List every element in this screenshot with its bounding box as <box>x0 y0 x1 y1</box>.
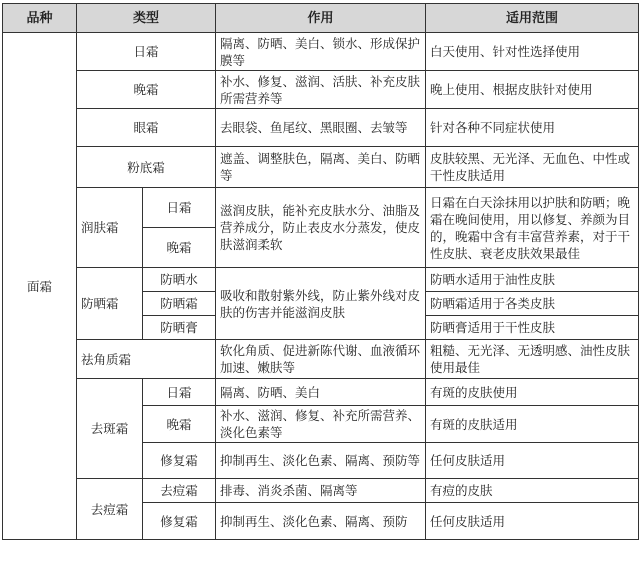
effect-cell: 排毒、消炎杀菌、隔离等 <box>216 479 426 503</box>
effect-cell: 遮盖、调整肤色，隔离、美白、防晒等 <box>216 147 426 188</box>
subtype-cell: 防晒霜 <box>143 292 216 316</box>
subtype-cell: 修复霜 <box>143 443 216 479</box>
table-row <box>3 71 639 109</box>
effect-cell: 去眼袋、鱼尾纹、黑眼圈、去皱等 <box>216 109 426 147</box>
table-wrapper <box>2 3 638 540</box>
table-row <box>3 268 639 292</box>
effect-cell-fangshai: 吸收和散射紫外线，防止紫外线对皮肤的伤害并能滋润皮肤 <box>216 268 426 340</box>
scope-cell: 有斑的皮肤适用 <box>426 406 639 443</box>
subtype-cell: 防晒水 <box>143 268 216 292</box>
subtype-cell: 日霜 <box>143 188 216 228</box>
table-row <box>3 147 639 188</box>
header-type: 类型 <box>77 4 216 33</box>
subtype-cell: 晚霜 <box>143 228 216 268</box>
header-row <box>3 4 639 33</box>
group-cell-quban: 去斑霜 <box>77 379 143 479</box>
scope-cell: 皮肤较黑、无光泽、无血色、中性或干性皮肤适用 <box>426 147 639 188</box>
effect-cell: 隔离、防晒、美白 <box>216 379 426 406</box>
type-cell: 祛角质霜 <box>77 340 216 379</box>
scope-cell: 有痘的皮肤 <box>426 479 639 503</box>
scope-cell: 有斑的皮肤使用 <box>426 379 639 406</box>
scope-cell: 防晒霜适用于各类皮肤 <box>426 292 639 316</box>
subtype-cell: 去痘霜 <box>143 479 216 503</box>
effect-cell: 隔离、防晒、美白、锁水、形成保护膜等 <box>216 33 426 71</box>
type-cell: 日霜 <box>77 33 216 71</box>
header-variety: 品种 <box>3 4 77 33</box>
scope-cell: 晚上使用、根据皮肤针对使用 <box>426 71 639 109</box>
effect-cell: 补水、滋润、修复、补充所需营养、淡化色素等 <box>216 406 426 443</box>
scope-cell-runfu: 日霜在白天涂抹用以护肤和防晒；晚霜在晚间使用，用以修复、养颜为目的，晚霜中含有丰富营养素，对于干性皮肤、衰老皮肤效果最佳 <box>426 188 639 268</box>
table-row <box>3 479 639 503</box>
scope-cell: 针对各种不同症状使用 <box>426 109 639 147</box>
type-cell: 眼霜 <box>77 109 216 147</box>
group-cell-qucuo: 去痘霜 <box>77 479 143 540</box>
effect-cell: 抑制再生、淡化色素、隔离、预防等 <box>216 443 426 479</box>
header-scope: 适用范围 <box>426 4 639 33</box>
scope-cell: 粗糙、无光泽、无透明感、油性皮肤使用最佳 <box>426 340 639 379</box>
table-row <box>3 188 639 228</box>
table-row <box>3 109 639 147</box>
subtype-cell: 修复霜 <box>143 503 216 540</box>
header-effect: 作用 <box>216 4 426 33</box>
group-cell-fangshai: 防晒霜 <box>77 268 143 340</box>
subtype-cell: 防晒膏 <box>143 316 216 340</box>
scope-cell: 任何皮肤适用 <box>426 503 639 540</box>
scope-cell: 任何皮肤适用 <box>426 443 639 479</box>
type-cell: 粉底霜 <box>77 147 216 188</box>
scope-cell: 白天使用、针对性选择使用 <box>426 33 639 71</box>
effect-cell: 抑制再生、淡化色素、隔离、预防 <box>216 503 426 540</box>
table-row <box>3 379 639 406</box>
scope-cell: 防晒膏适用于干性皮肤 <box>426 316 639 340</box>
effect-cell: 软化角质、促进新陈代谢、血液循环加速、嫩肤等 <box>216 340 426 379</box>
effect-cell-runfu: 滋润皮肤，能补充皮肤水分、油脂及营养成分，防止表皮水分蒸发，使皮肤滋润柔软 <box>216 188 426 268</box>
table-row <box>3 340 639 379</box>
subtype-cell: 日霜 <box>143 379 216 406</box>
scope-cell: 防晒水适用于油性皮肤 <box>426 268 639 292</box>
subtype-cell: 晚霜 <box>143 406 216 443</box>
group-cell-runfu: 润肤霜 <box>77 188 143 268</box>
effect-cell: 补水、修复、滋润、活肤、补充皮肤所需营养等 <box>216 71 426 109</box>
face-cream-table <box>2 3 639 540</box>
type-cell: 晚霜 <box>77 71 216 109</box>
table-row <box>3 33 639 71</box>
variety-cell: 面霜 <box>3 33 77 540</box>
